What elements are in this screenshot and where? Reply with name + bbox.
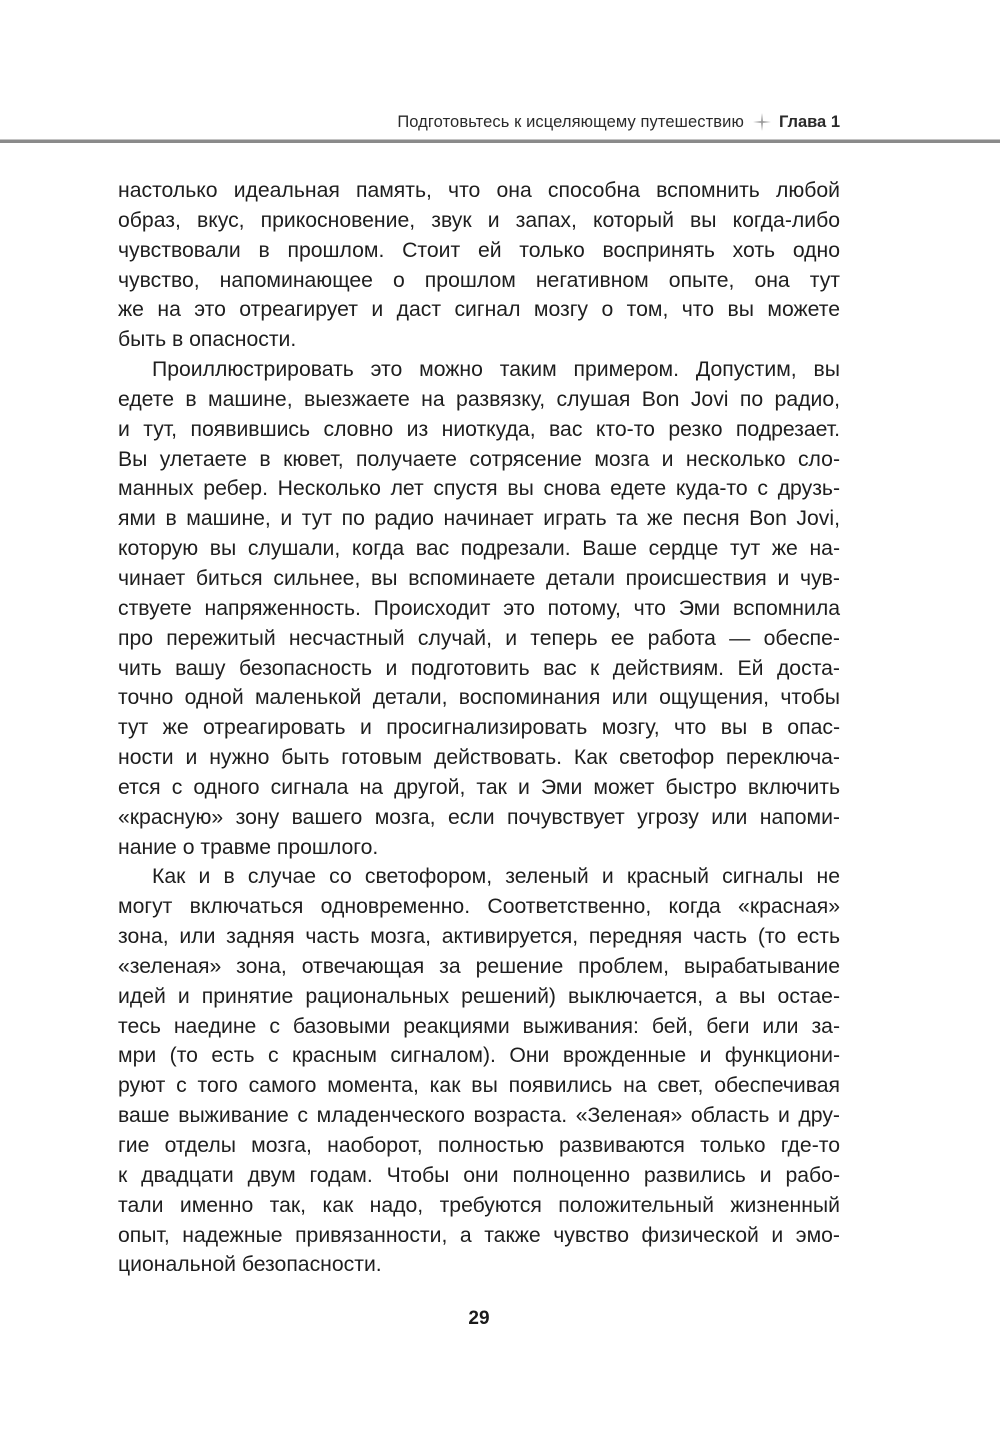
text-line: «зеленая» зона, отвечающая за решение проблем, вырабатывание xyxy=(118,954,840,978)
page-number: 29 xyxy=(468,1308,490,1329)
text-line: же на это отреагирует и даст сигнал мозгу о том, что вы можете xyxy=(118,298,840,322)
text-line: «красную» зону вашего мозга, если почувствует угрозу или напоми- xyxy=(118,805,840,829)
section-title: Подготовьтесь к исцеляющему путешествию xyxy=(397,112,744,131)
text-line: ется с одного сигнала на другой, так и Эми может быстро включить xyxy=(118,775,840,799)
text-line: манных ребер. Несколько лет спустя вы снова едете куда-то с друзь- xyxy=(118,477,840,501)
chapter-label: Глава 1 xyxy=(778,112,840,131)
body-text xyxy=(118,176,840,1280)
text-line: идей и принятие рациональных решений) выключается, а вы остае- xyxy=(118,984,840,1008)
text-line: мри (то есть с красным сигналом). Они врожденные и функциони- xyxy=(118,1044,840,1068)
text-line: едете в машине, выезжаете на развязку, слушая Bon Jovi по радио, xyxy=(118,387,840,411)
text-line: ваше выживание с младенческого возраста. «Зеленая» область и дру- xyxy=(118,1104,840,1128)
text-line: могут включаться одновременно. Соответственно, когда «красная» xyxy=(118,895,840,919)
text-line: быть в опасности. xyxy=(118,328,297,352)
text-line: опыт, надежные привязанности, а также чувство физической и эмо- xyxy=(118,1223,840,1247)
text-line: чувствовали в прошлом. Стоит ей только воспринять хоть одно xyxy=(118,238,840,262)
text-line: ями в машине, и тут по радио начинает играть та же песня Bon Jovi, xyxy=(118,507,840,531)
text-line: тали именно так, как надо, требуются положительный жизненный xyxy=(118,1193,840,1217)
paragraph xyxy=(118,355,840,862)
text-line: тут же отреагировать и просигнализировать мозгу, что вы в опас- xyxy=(118,716,840,740)
text-line: и тут, появившись словно из ниоткуда, вас кто-то резко подрезает. xyxy=(118,417,840,441)
text-line: настолько идеальная память, что она способна вспомнить любой xyxy=(118,179,840,202)
text-line: про пережитый несчастный случай, и теперь ее работа — обеспе- xyxy=(118,626,840,650)
text-line: ствуете напряженность. Происходит это потому, что Эми вспомнила xyxy=(118,596,840,620)
text-line: чинает биться сильнее, вы вспоминаете детали происшествия и чув- xyxy=(118,566,840,590)
text-line: зона, или задняя часть мозга, активируется, передняя часть (то есть xyxy=(118,925,840,949)
text-line: Вы улетаете в кювет, получаете сотрясение мозга и несколько сло- xyxy=(118,447,840,471)
text-line: точно одной маленькой детали, воспоминания или ощущения, чтобы xyxy=(118,686,840,710)
text-line: образ, вкус, прикосновение, звук и запах, который вы когда-либо xyxy=(118,208,840,232)
text-line: гие отделы мозга, наоборот, полностью развиваются только где-то xyxy=(118,1134,840,1157)
header-divider xyxy=(0,139,1000,143)
text-line: Проиллюстрировать это можно таким примером. Допустим, вы xyxy=(152,358,840,382)
paragraph xyxy=(118,176,840,355)
text-line: чувство, напоминающее о прошлом негативном опыте, она тут xyxy=(118,268,840,292)
text-line: тесь наедине с базовыми реакциями выживания: бей, беги или за- xyxy=(118,1014,840,1038)
four-point-star-icon xyxy=(752,112,772,132)
paragraph xyxy=(118,862,840,1280)
text-line: циональной безопасности. xyxy=(118,1253,382,1277)
text-line: руют с того самого момента, как вы появились на свет, обеспечивая xyxy=(118,1074,840,1098)
text-line: к двадцати двум годам. Чтобы они полноценно развились и рабо- xyxy=(118,1163,840,1187)
text-line: которую вы слушали, когда вас подрезали. Ваше сердце тут же на- xyxy=(118,537,840,561)
text-line: ности и нужно быть готовым действовать. Как светофор переключа- xyxy=(118,746,840,770)
text-line: Как и в случае со светофором, зеленый и красный сигналы не xyxy=(152,865,840,889)
text-line: чить вашу безопасность и подготовить вас к действиям. Ей доста- xyxy=(118,656,840,680)
running-header xyxy=(397,109,840,135)
text-line: нание о травме прошлого. xyxy=(118,835,379,859)
